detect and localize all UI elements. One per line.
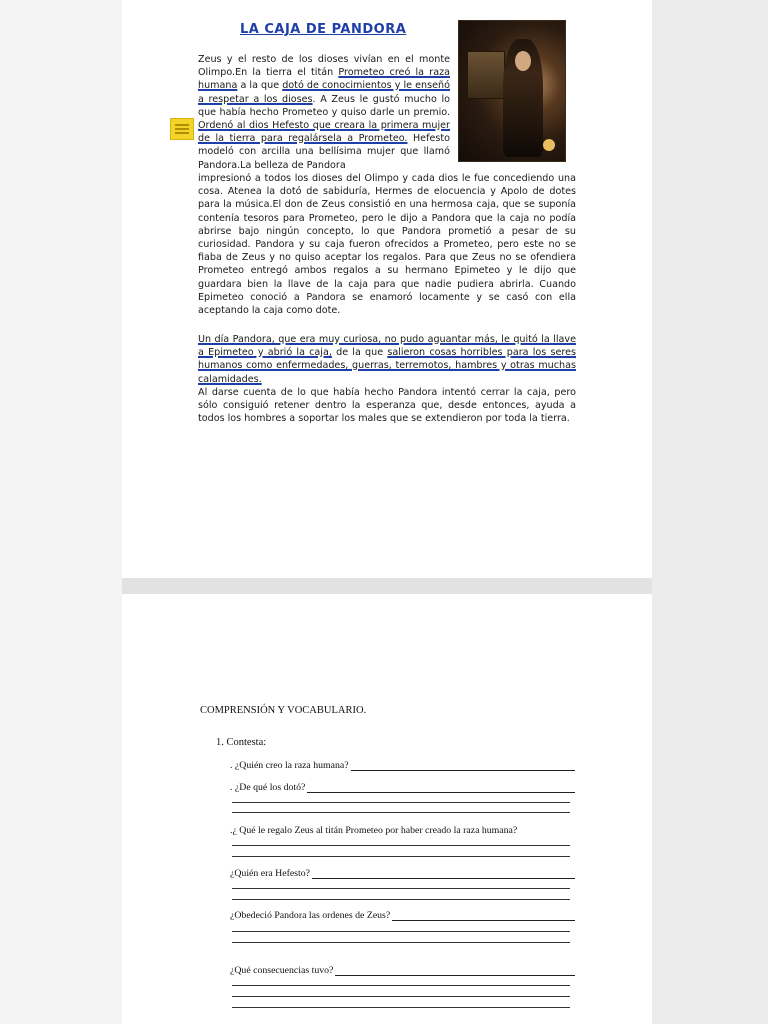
story-text: Zeus y el resto de los dioses vivían en el monte Olimpo.En la tierra el titán <box>198 54 450 79</box>
story-text: . A Zeus le gustó mucho lo que había hecho Prometeo y quiso darle un premio. <box>198 93 450 118</box>
story-text: Hefesto modeló con arcilla una bellísima mujer que llamó Pandora.La belleza de Pandora <box>198 133 450 171</box>
page-2 <box>122 594 652 1024</box>
pandora-painting <box>458 20 566 162</box>
answer-line[interactable] <box>312 870 575 879</box>
page-separator <box>122 578 652 594</box>
question-text: . ¿Quién creo la raza humana? <box>230 760 349 771</box>
answer-line[interactable] <box>232 856 570 857</box>
answer-line[interactable] <box>232 996 570 997</box>
question-text: ¿Qué consecuencias tuvo? <box>230 965 334 976</box>
question-1 <box>230 760 575 771</box>
story-paragraph-2 <box>198 333 576 386</box>
answer-line[interactable] <box>392 912 575 921</box>
answer-line[interactable] <box>232 942 570 943</box>
answer-line[interactable] <box>232 802 570 803</box>
underlined-text: Prometeo creó la raza humana <box>198 67 450 92</box>
question-5 <box>230 910 575 921</box>
underlined-text: dotó de conocimientos y le enseñó a respetar a los dioses <box>198 80 450 105</box>
story-paragraph-1 <box>198 53 450 172</box>
story-title: LA CAJA DE PANDORA <box>240 22 407 37</box>
question-text: . ¿De qué los dotó? <box>230 782 306 793</box>
answer-line[interactable] <box>232 899 570 900</box>
question-2 <box>230 782 575 793</box>
scan-margin <box>0 0 122 1024</box>
story-text: de la que <box>331 347 388 359</box>
question-4 <box>230 868 575 879</box>
answer-line[interactable] <box>232 1007 570 1008</box>
underlined-text: Ordenó al dios Hefesto que creara la primera mujer de la tierra para regalársela a Prometeo. <box>198 120 450 145</box>
question-text: ¿Obedeció Pandora las ordenes de Zeus? <box>230 910 391 921</box>
painting-flower <box>543 139 555 151</box>
answer-line[interactable] <box>232 812 570 813</box>
answer-line[interactable] <box>232 985 570 986</box>
painting-face <box>515 51 531 71</box>
answer-line[interactable] <box>351 762 575 771</box>
underlined-text: salieron cosas horribles para los seres humanos como enfermedades, guerras, terremotos, hambres y otras muchas calamidades. <box>198 347 576 385</box>
story-text: a la que <box>237 80 283 92</box>
story-paragraph-3: Al darse cuenta de lo que había hecho Pandora intentó cerrar la caja, pero sólo consiguió retener dentro la esperanza que, desde entonces, ayuda a todos los hombres a soportar los males que se extendieron por toda la tierra. <box>198 387 576 425</box>
question-text: .¿ Qué le regalo Zeus al titán Prometeo por haber creado la raza humana? <box>230 825 518 836</box>
answer-line[interactable] <box>232 931 570 932</box>
answer-line[interactable] <box>335 967 575 976</box>
sticky-note-icon[interactable] <box>170 118 194 140</box>
painting-box <box>467 51 505 99</box>
question-text: ¿Quién era Hefesto? <box>230 868 310 879</box>
underlined-text: Un día Pandora, que era muy curiosa, no pudo aguantar más, le quitó la llave a Epimeteo y abrió la caja, <box>198 334 576 359</box>
story-paragraph-1-continued: impresionó a todos los dioses del Olimpo y cada dios le fue concediendo una cosa. Atenea la dotó de sabiduría, Hermes de elocuencia y Apolo de dotes para la música.El don de Zeus consistió en una hermosa caja, que se suponía contenía tesoros para Prometeo, pero le dijo a Pandora que la caja no podía abrirse bajo ningún concepto, lo que Pandora prometió a pesar de su curiosidad. Pandora y su caja fueron ofrecidos a Prometeo, pero este no se fiaba de Zeus y no quiso aceptar los regalos. Para que Zeus no se ofendiera Prometeo entregó ambos regalos a su hermano Epimeteo y le dijo que guardara bien la llave de la caja para que nadie pudiera abrirla. Cuando Epimeteo conoció a Pandora se enamoró locamente y se casó con ella aceptando la caja como dote. <box>198 173 576 317</box>
question-3 <box>230 825 575 836</box>
answer-line[interactable] <box>232 888 570 889</box>
worksheet-section-title: COMPRENSIÓN Y VOCABULARIO. <box>200 705 367 716</box>
worksheet-heading: 1. Contesta: <box>216 737 267 748</box>
answer-line[interactable] <box>232 845 570 846</box>
answer-line[interactable] <box>307 784 575 793</box>
question-6 <box>230 965 575 976</box>
